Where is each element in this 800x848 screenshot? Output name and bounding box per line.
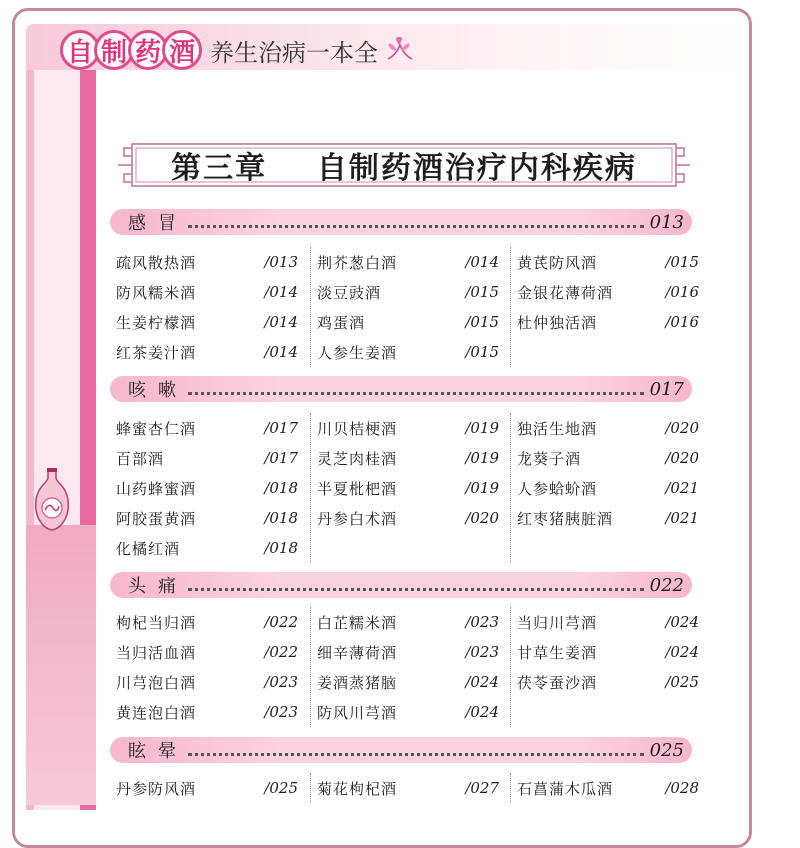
brand-char: 自: [60, 30, 100, 70]
entry-column: [510, 607, 705, 727]
entry-name: 丹参白术酒: [317, 509, 398, 528]
toc-entry[interactable]: [311, 667, 505, 697]
entry-column: [310, 773, 505, 803]
toc-entry[interactable]: [511, 607, 705, 637]
entry-name: 当归活血酒: [116, 643, 197, 662]
toc-entry[interactable]: [311, 503, 505, 533]
entry-page: /020: [665, 449, 699, 467]
toc-entry[interactable]: [110, 697, 304, 727]
entry-name: 金银花薄荷酒: [517, 283, 614, 302]
brand-char: 制: [94, 30, 134, 70]
entry-page: /021: [665, 509, 699, 527]
entry-name: 黄连泡白酒: [116, 703, 197, 722]
toc-entry[interactable]: [110, 443, 304, 473]
toc-entry[interactable]: [110, 277, 304, 307]
entry-name: 百部酒: [116, 449, 165, 468]
entry-page: /024: [465, 703, 499, 721]
toc-entry[interactable]: [311, 307, 505, 337]
entry-page: /024: [465, 673, 499, 691]
entry-page: /023: [465, 643, 499, 661]
entry-page: /015: [665, 253, 699, 271]
entry-page: /014: [264, 343, 298, 361]
vase-pedestal: [26, 525, 96, 805]
toc-entry[interactable]: [110, 307, 304, 337]
entry-page: /025: [665, 673, 699, 691]
toc-entry[interactable]: [511, 307, 705, 337]
toc-entry[interactable]: [511, 503, 705, 533]
brand-char: 酒: [162, 30, 202, 70]
toc-entry[interactable]: [311, 247, 505, 277]
brand-header: [60, 30, 414, 70]
entry-page: /014: [264, 283, 298, 301]
entry-name: 黄芪防风酒: [517, 253, 598, 272]
chapter-gap: [267, 148, 317, 183]
toc-entry[interactable]: [511, 773, 705, 803]
entry-name: 细辛薄荷酒: [317, 643, 398, 662]
brand-char: 药: [128, 30, 168, 70]
toc-entry[interactable]: [511, 413, 705, 443]
entry-page: /014: [264, 313, 298, 331]
entry-name: 鸡蛋酒: [317, 313, 366, 332]
entry-name: 疏风散热酒: [116, 253, 197, 272]
entry-name: 枸杞当归酒: [116, 613, 197, 632]
chapter-heading: [118, 140, 690, 190]
entry-page: /028: [665, 779, 699, 797]
toc-entry[interactable]: [511, 277, 705, 307]
toc-entry[interactable]: [311, 413, 505, 443]
entry-page: /019: [465, 449, 499, 467]
entry-page: /021: [665, 479, 699, 497]
entry-name: 荆芥葱白酒: [317, 253, 398, 272]
section-header-cough[interactable]: [110, 376, 692, 402]
entry-page: /024: [665, 643, 699, 661]
entry-name: 茯苓蚕沙酒: [517, 673, 598, 692]
section-header-cold[interactable]: [110, 209, 692, 235]
toc-entry[interactable]: [110, 773, 304, 803]
entry-page: /023: [465, 613, 499, 631]
entry-name: 川芎泡白酒: [116, 673, 197, 692]
toc-entry[interactable]: [110, 503, 304, 533]
entry-column: [110, 773, 304, 803]
toc-entry[interactable]: [511, 637, 705, 667]
entry-column: [110, 607, 304, 727]
toc-entry[interactable]: [110, 473, 304, 503]
entry-page: /014: [465, 253, 499, 271]
entry-name: 防风糯米酒: [116, 283, 197, 302]
entry-column: [310, 607, 505, 727]
toc-entry[interactable]: [110, 637, 304, 667]
toc-entry[interactable]: [511, 443, 705, 473]
entry-page: /016: [665, 313, 699, 331]
entry-column: [110, 247, 304, 367]
wine-vase-icon: [30, 468, 74, 534]
entry-page: /023: [264, 673, 298, 691]
entry-page: /024: [665, 613, 699, 631]
entry-name: 生姜柠檬酒: [116, 313, 197, 332]
entry-page: /013: [264, 253, 298, 271]
entry-name: 人参蛤蚧酒: [517, 479, 598, 498]
entry-name: 龙葵子酒: [517, 449, 582, 468]
entry-name: 杜仲独活酒: [517, 313, 598, 332]
chapter-number: 第三章: [171, 151, 268, 186]
entry-name: 灵芝肉桂酒: [317, 449, 398, 468]
entry-name: 半夏枇杷酒: [317, 479, 398, 498]
entry-page: /015: [465, 283, 499, 301]
toc-entry[interactable]: [110, 337, 304, 367]
entry-name: 独活生地酒: [517, 419, 598, 438]
toc-entry[interactable]: [110, 533, 304, 563]
toc-entry[interactable]: [311, 473, 505, 503]
entry-column: [510, 413, 705, 563]
entry-name: 川贝桔梗酒: [317, 419, 398, 438]
entry-name: 山药蜂蜜酒: [116, 479, 197, 498]
toc-entry[interactable]: [511, 667, 705, 697]
entry-name: 防风川芎酒: [317, 703, 398, 722]
entry-name: 红茶姜汁酒: [116, 343, 197, 362]
leader-dots: [188, 392, 644, 395]
toc-entry[interactable]: [311, 637, 505, 667]
entry-page: /017: [264, 449, 298, 467]
toc-entry[interactable]: [110, 607, 304, 637]
section-title: 眩晕: [128, 741, 188, 762]
entry-page: /016: [665, 283, 699, 301]
toc-entry[interactable]: [311, 773, 505, 803]
entry-page: /022: [264, 643, 298, 661]
leader-dots: [188, 588, 644, 591]
entry-column: [510, 247, 705, 367]
chapter-title: [118, 140, 690, 190]
toc-entry[interactable]: [511, 247, 705, 277]
section-title: 咳嗽: [128, 380, 188, 401]
entry-name: 化橘红酒: [116, 539, 181, 558]
section-header-dizziness[interactable]: [110, 737, 692, 763]
entry-name: 阿胶蛋黄酒: [116, 509, 197, 528]
entry-name: 菊花枸杞酒: [317, 779, 398, 798]
entry-name: 丹参防风酒: [116, 779, 197, 798]
entry-name: 当归川芎酒: [517, 613, 598, 632]
entry-name: 石菖蒲木瓜酒: [517, 779, 614, 798]
section-header-headache[interactable]: [110, 572, 692, 598]
toc-entry[interactable]: [311, 607, 505, 637]
section-page: 025: [649, 739, 684, 761]
brand-subtitle: 养生治病一本全: [210, 38, 378, 67]
entry-name: 蜂蜜杏仁酒: [116, 419, 197, 438]
toc-entry[interactable]: [311, 277, 505, 307]
toc-entry[interactable]: [511, 473, 705, 503]
entry-page: /025: [264, 779, 298, 797]
entry-page: /015: [465, 343, 499, 361]
entry-page: /019: [465, 479, 499, 497]
entry-column: [110, 413, 304, 563]
entry-page: /020: [665, 419, 699, 437]
entry-column: [310, 247, 505, 367]
toc-entry[interactable]: [311, 337, 505, 367]
entry-page: /017: [264, 419, 298, 437]
entry-name: 姜酒蒸猪脑: [317, 673, 398, 692]
section-page: 017: [649, 378, 684, 400]
toc-entry[interactable]: [110, 413, 304, 443]
entry-page: /022: [264, 613, 298, 631]
entry-page: /018: [264, 539, 298, 557]
section-page: 013: [649, 211, 684, 233]
entry-name: 白芷糯米酒: [317, 613, 398, 632]
entry-name: 淡豆豉酒: [317, 283, 382, 302]
entry-name: 人参生姜酒: [317, 343, 398, 362]
entry-page: /018: [264, 509, 298, 527]
leader-dots: [188, 753, 644, 756]
section-title: 头痛: [128, 576, 188, 597]
entry-page: /019: [465, 419, 499, 437]
entry-name: 甘草生姜酒: [517, 643, 598, 662]
entry-column: [310, 413, 505, 563]
chapter-name: 自制药酒治疗内科疾病: [316, 151, 637, 186]
entry-page: /018: [264, 479, 298, 497]
brand-logo: [60, 30, 196, 70]
toc-entry[interactable]: [311, 443, 505, 473]
leader-dots: [188, 225, 644, 228]
entry-name: 红枣猪胰脏酒: [517, 509, 614, 528]
entry-page: /015: [465, 313, 499, 331]
entry-column: [510, 773, 705, 803]
flower-icon: [384, 37, 414, 63]
entry-page: /023: [264, 703, 298, 721]
entry-page: /027: [465, 779, 499, 797]
toc-entry[interactable]: [110, 247, 304, 277]
section-title: 感冒: [128, 213, 188, 234]
toc-entry[interactable]: [311, 697, 505, 727]
section-page: 022: [649, 574, 684, 596]
toc-entry[interactable]: [110, 667, 304, 697]
entry-page: /020: [465, 509, 499, 527]
